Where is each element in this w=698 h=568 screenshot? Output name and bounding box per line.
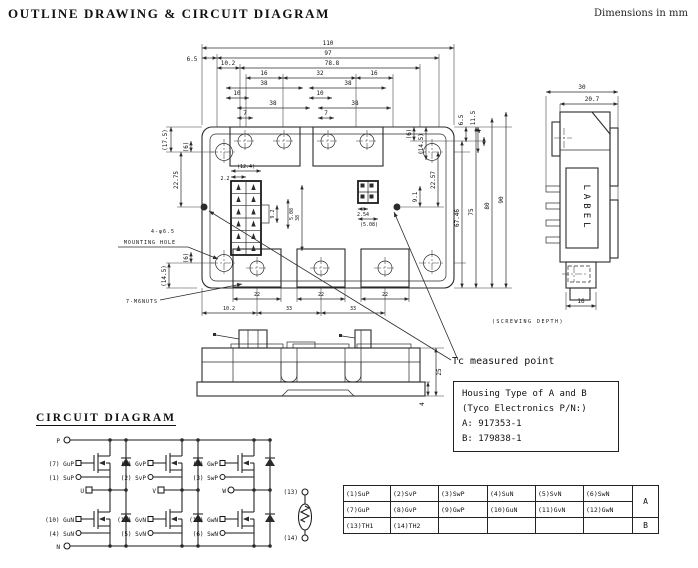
right-dimensions [401, 110, 512, 288]
terminal-u: U [80, 488, 84, 495]
pin-cell: (14)TH2 [391, 518, 439, 534]
dim-10b: 10 [316, 90, 324, 97]
dim-30: 30 [578, 84, 586, 91]
dim-6-right: (6) [406, 128, 413, 140]
pin-cell: (3)SwP [439, 486, 488, 502]
terminal-p: P [56, 438, 60, 445]
gate-label-9: (9) GwP [192, 461, 218, 468]
gate-label-8: (8) GvP [120, 461, 146, 468]
front-view [197, 330, 444, 406]
section-marker [339, 334, 342, 337]
dim-38a: 38 [260, 80, 268, 87]
dim-22b: 22 [317, 292, 325, 298]
dim-2-54: 2.54 [356, 212, 370, 218]
dim-80: 80 [484, 202, 491, 210]
pin-cell [488, 518, 536, 534]
dim-7a: 7 [243, 110, 247, 117]
dim-14-5-right: (14.5) [418, 133, 425, 155]
dim-25: 25 [436, 368, 443, 376]
nuts-label: 7-M6NUTS [125, 299, 159, 305]
gate-label-7: (7) GuP [48, 461, 74, 468]
dim-22-57: 22.57 [430, 170, 437, 190]
side-view [492, 84, 618, 325]
pin-cell [536, 518, 584, 534]
dim-5-08a: 5.08 [289, 207, 295, 221]
gate-label-11: (11) GvN [117, 517, 146, 524]
dim-5-08b: (5.08) [359, 222, 379, 228]
pin-cell: (11)GvN [536, 502, 584, 518]
dim-16a: 16 [260, 70, 268, 77]
dim-17-5: (17.5) [162, 129, 169, 151]
dim-33b: 33 [349, 306, 357, 312]
connector-dimensions [220, 164, 378, 251]
dim-38b: 38 [344, 80, 352, 87]
circuit-diagram-heading: CIRCUIT DIAGRAM [36, 412, 177, 424]
housing-type-note [453, 381, 619, 452]
dim-10-2a: 10.2 [220, 60, 236, 67]
dim-16-depth: 16 [577, 298, 585, 305]
screwing-depth-label: (SCREWING DEPTH) [491, 319, 565, 325]
housing-line-1: Housing Type of A and B [462, 389, 587, 399]
mounting-hole-label: MOUNTING HOLE [123, 240, 177, 246]
thermistor-connector-4pin [358, 181, 378, 203]
dim-38-conn: 38 [295, 214, 301, 222]
dim-97: 97 [324, 50, 332, 57]
source-label-3: (3) SwP [192, 475, 218, 482]
signal-connector-12pin [231, 181, 269, 255]
gate-label-10: (10) GuN [45, 517, 74, 524]
table-row [344, 518, 659, 534]
dim-16b: 16 [370, 70, 378, 77]
tc-measured-point-label: Tc measured point [452, 356, 555, 367]
terminal-w: W [222, 488, 226, 495]
dim-9-2: 9.2 [270, 209, 276, 219]
thermistor-pin-13: (13) [283, 489, 298, 496]
dim-20-7: 20.7 [584, 96, 600, 103]
dim-33a: 33 [285, 306, 293, 312]
dim-6-5-right: 6.5 [458, 114, 465, 126]
dim-4-right: 4 [476, 129, 483, 133]
dim-6-5t: 6.5 [186, 56, 198, 63]
page-title: OUTLINE DRAWING & CIRCUIT DIAGRAM [8, 6, 330, 21]
pin-cell [584, 518, 633, 534]
bottom-dimensions [202, 287, 409, 316]
dim-38d: 38 [351, 100, 359, 107]
dim-110: 110 [322, 40, 334, 47]
housing-line-2: (Tyco Electronics P/N:) [462, 403, 587, 414]
source-label-5: (5) SvN [120, 531, 146, 538]
mounting-hole-note [118, 229, 218, 259]
pin-cell: (7)GuP [344, 502, 391, 518]
table-row [344, 486, 659, 502]
units-note: Dimensions in mm [594, 8, 688, 19]
dim-6-left2: (6) [183, 252, 190, 264]
nuts-note [126, 284, 242, 305]
dim-75: 75 [468, 208, 475, 216]
pin-cell: (5)SvN [536, 486, 584, 502]
source-label-1: (1) SuP [48, 475, 74, 482]
pin-cell: (12)GwN [584, 502, 633, 518]
housing-line-4: B: 179838-1 [462, 433, 522, 444]
dim-22-75: 22.75 [173, 170, 180, 190]
pin-cell: (13)TH1 [344, 518, 391, 534]
pin-cell: (6)SwN [584, 486, 633, 502]
source-label-4: (4) SuN [48, 531, 74, 538]
source-label-2: (2) SvP [120, 475, 146, 482]
terminal-n: N [56, 544, 60, 551]
terminal-v: V [152, 488, 156, 495]
dim-10-2b: 10.2 [222, 306, 236, 312]
dim-38c: 38 [269, 100, 277, 107]
pin-cell: (10)GuN [488, 502, 536, 518]
top-dimensions [187, 40, 454, 127]
housing-group-a: A [633, 486, 659, 518]
pin-assignment-table [343, 485, 659, 534]
mounting-hole-qty: 4-φ6.5 [150, 229, 176, 235]
side-label-text: LABEL [581, 184, 591, 232]
dim-22a: 22 [253, 292, 261, 298]
dim-6-left: (6) [183, 141, 190, 153]
dim-22c: 22 [381, 292, 389, 298]
dim-4-front: 4 [419, 402, 426, 406]
pin-cell: (4)SuN [488, 486, 536, 502]
thermistor [284, 489, 312, 542]
dim-90: 90 [498, 196, 505, 204]
dim-7b: 7 [324, 110, 328, 117]
pin-cell: (8)GvP [391, 502, 439, 518]
dim-9-1: 9.1 [412, 191, 419, 203]
pin-cell: (1)SuP [344, 486, 391, 502]
pin-cell: (9)GwP [439, 502, 488, 518]
gate-label-12: (12) GwN [189, 517, 218, 524]
dim-14-5-left: (14.5) [161, 265, 168, 287]
table-row [344, 502, 659, 518]
dim-10a: 10 [233, 90, 241, 97]
section-marker [213, 333, 216, 336]
thermistor-pin-14: (14) [283, 535, 298, 542]
housing-line-3: A: 917353-1 [462, 418, 522, 429]
dim-12-4: (12.4) [236, 164, 256, 170]
dim-11-5: 11.5 [470, 110, 477, 126]
housing-group-b: B [633, 518, 659, 534]
source-label-6: (6) SwN [192, 531, 218, 538]
dim-2-2: 2.2 [220, 176, 230, 182]
dim-32: 32 [316, 70, 324, 77]
circuit-diagram [45, 437, 311, 551]
dim-78-8: 78.8 [324, 60, 340, 67]
dim-67-46: 67.46 [454, 208, 461, 228]
pin-cell [439, 518, 488, 534]
pin-cell: (2)SvP [391, 486, 439, 502]
